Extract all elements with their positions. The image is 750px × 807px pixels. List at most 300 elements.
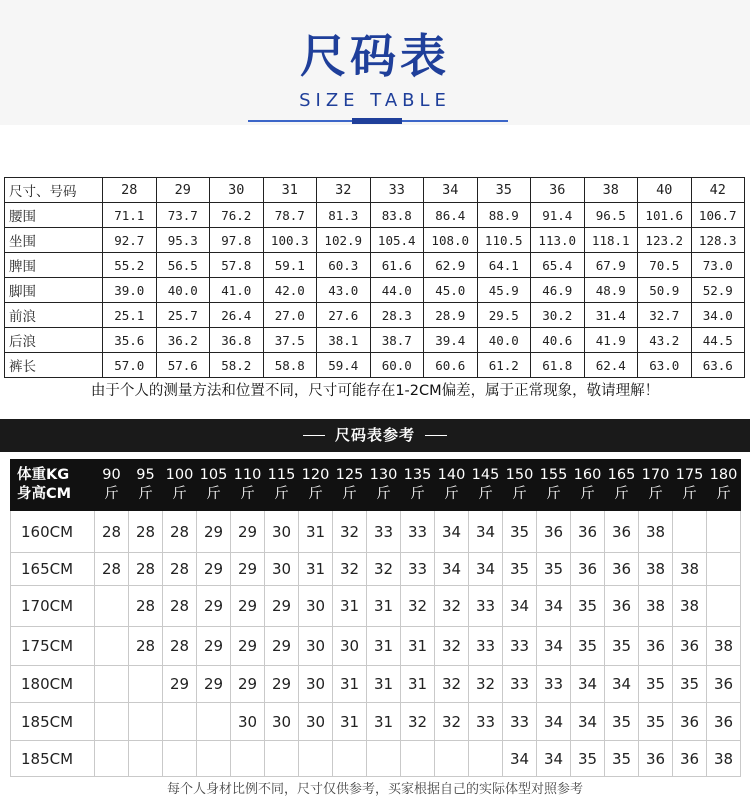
reference-cell: 35 [605, 703, 639, 741]
size-header-row [5, 178, 745, 203]
weight-value: 100 [165, 467, 194, 483]
reference-title: 尺码表参考 [334, 426, 415, 444]
size-row [5, 253, 745, 278]
reference-cell: 29 [197, 511, 231, 553]
size-cell: 63.6 [691, 353, 745, 378]
reference-cell [95, 666, 129, 703]
reference-cell: 35 [673, 666, 707, 703]
weight-unit: 斤 [376, 486, 391, 502]
reference-cell: 33 [503, 627, 537, 666]
size-row [5, 278, 745, 303]
weight-header-cell [639, 460, 673, 511]
size-row-label: 脚围 [5, 278, 103, 303]
reference-cell: 31 [333, 586, 367, 627]
size-cell: 57.0 [103, 353, 157, 378]
weight-unit: 斤 [444, 486, 459, 502]
reference-cell: 35 [571, 627, 605, 666]
reference-cell: 29 [231, 553, 265, 586]
size-header-cell: 34 [424, 178, 478, 203]
weight-unit: 斤 [546, 486, 561, 502]
reference-cell: 38 [639, 553, 673, 586]
size-cell: 83.8 [370, 203, 424, 228]
size-cell: 44.5 [691, 328, 745, 353]
reference-cell [95, 741, 129, 777]
weight-header-cell [673, 460, 707, 511]
reference-cell: 36 [605, 553, 639, 586]
weight-value: 135 [403, 467, 432, 483]
size-cell: 28.3 [370, 303, 424, 328]
size-cell: 40.0 [156, 278, 210, 303]
weight-unit: 斤 [410, 486, 425, 502]
height-label: 185CM [11, 703, 95, 741]
weight-value: 115 [267, 467, 296, 483]
reference-cell: 30 [299, 703, 333, 741]
size-header-cell: 33 [370, 178, 424, 203]
reference-cell [163, 741, 197, 777]
reference-cell [95, 703, 129, 741]
reference-cell: 33 [469, 586, 503, 627]
reference-corner-label [11, 460, 95, 511]
reference-row [11, 627, 741, 666]
reference-cell: 33 [503, 666, 537, 703]
reference-cell: 31 [367, 703, 401, 741]
reference-cell [95, 586, 129, 627]
reference-cell [231, 741, 265, 777]
size-header-cell: 31 [263, 178, 317, 203]
size-cell: 42.0 [263, 278, 317, 303]
reference-cell: 38 [707, 741, 741, 777]
measurement-note: 由于个人的测量方法和位置不同，尺寸可能存在1-2CM偏差，属于正常现象，敬请理解！ [90, 383, 660, 399]
reference-cell [197, 741, 231, 777]
size-row-label: 裤长 [5, 353, 103, 378]
weight-value: 165 [607, 467, 636, 483]
size-cell: 73.7 [156, 203, 210, 228]
size-cell: 39.4 [424, 328, 478, 353]
reference-cell: 29 [197, 627, 231, 666]
reference-cell: 33 [367, 511, 401, 553]
size-cell: 64.1 [477, 253, 531, 278]
reference-cell: 31 [299, 553, 333, 586]
reference-cell: 36 [605, 511, 639, 553]
reference-cell: 32 [435, 703, 469, 741]
reference-cell: 34 [469, 553, 503, 586]
size-cell: 50.9 [638, 278, 692, 303]
reference-cell: 34 [571, 666, 605, 703]
size-cell: 73.0 [691, 253, 745, 278]
size-row [5, 353, 745, 378]
size-cell: 44.0 [370, 278, 424, 303]
weight-header-cell [299, 460, 333, 511]
weight-unit: 斤 [682, 486, 697, 502]
weight-header-cell [367, 460, 401, 511]
reference-cell: 29 [197, 586, 231, 627]
reference-cell: 33 [537, 666, 571, 703]
reference-cell: 29 [265, 586, 299, 627]
size-header-cell: 29 [156, 178, 210, 203]
size-header-label: 尺寸、号码 [5, 178, 103, 203]
size-cell: 35.6 [103, 328, 157, 353]
weight-header-cell [537, 460, 571, 511]
reference-cell: 34 [537, 741, 571, 777]
size-cell: 52.9 [691, 278, 745, 303]
reference-cell: 30 [231, 703, 265, 741]
weight-unit: 斤 [512, 486, 527, 502]
reference-cell: 34 [435, 553, 469, 586]
reference-cell: 36 [673, 741, 707, 777]
size-cell: 108.0 [424, 228, 478, 253]
size-cell: 110.5 [477, 228, 531, 253]
reference-cell: 31 [299, 511, 333, 553]
reference-cell: 35 [503, 553, 537, 586]
weight-value: 155 [539, 467, 568, 483]
reference-cell: 35 [639, 666, 673, 703]
weight-value: 175 [675, 467, 704, 483]
size-cell: 26.4 [210, 303, 264, 328]
reference-cell [469, 741, 503, 777]
reference-cell: 33 [469, 627, 503, 666]
height-label: 180CM [11, 666, 95, 703]
reference-cell: 29 [231, 586, 265, 627]
reference-row [11, 511, 741, 553]
reference-cell [707, 553, 741, 586]
height-label: 160CM [11, 511, 95, 553]
weight-unit: 斤 [580, 486, 595, 502]
size-cell: 45.9 [477, 278, 531, 303]
height-label: 170CM [11, 586, 95, 627]
size-cell: 86.4 [424, 203, 478, 228]
reference-cell: 31 [333, 703, 367, 741]
size-cell: 78.7 [263, 203, 317, 228]
reference-cell: 33 [503, 703, 537, 741]
size-cell: 43.2 [638, 328, 692, 353]
reference-cell [707, 586, 741, 627]
size-cell: 70.5 [638, 253, 692, 278]
weight-value: 145 [471, 467, 500, 483]
reference-cell: 32 [435, 586, 469, 627]
reference-cell: 34 [537, 703, 571, 741]
size-row-label: 坐围 [5, 228, 103, 253]
reference-row [11, 666, 741, 703]
size-cell: 25.1 [103, 303, 157, 328]
reference-cell: 36 [707, 703, 741, 741]
size-cell: 105.4 [370, 228, 424, 253]
reference-cell: 35 [537, 553, 571, 586]
reference-cell: 31 [333, 666, 367, 703]
reference-cell: 29 [231, 666, 265, 703]
size-header-cell: 28 [103, 178, 157, 203]
size-cell: 36.2 [156, 328, 210, 353]
reference-cell: 36 [639, 627, 673, 666]
size-header-cell: 40 [638, 178, 692, 203]
reference-row [11, 553, 741, 586]
reference-cell: 31 [367, 586, 401, 627]
reference-cell: 35 [503, 511, 537, 553]
size-cell: 65.4 [531, 253, 585, 278]
reference-cell: 30 [299, 627, 333, 666]
weight-header-cell [469, 460, 503, 511]
weight-unit: 斤 [478, 486, 493, 502]
reference-cell: 35 [639, 703, 673, 741]
reference-cell: 28 [163, 553, 197, 586]
weight-header-cell [605, 460, 639, 511]
size-cell: 60.6 [424, 353, 478, 378]
weight-value: 140 [437, 467, 466, 483]
size-cell: 97.8 [210, 228, 264, 253]
reference-cell: 34 [469, 511, 503, 553]
reference-cell: 36 [605, 586, 639, 627]
reference-row [11, 703, 741, 741]
reference-cell [367, 741, 401, 777]
reference-cell: 30 [265, 553, 299, 586]
reference-cell: 32 [333, 553, 367, 586]
reference-cell: 32 [401, 586, 435, 627]
weight-header-cell [333, 460, 367, 511]
reference-cell [401, 741, 435, 777]
reference-cell: 33 [401, 511, 435, 553]
size-cell: 59.1 [263, 253, 317, 278]
weight-value: 180 [709, 467, 738, 483]
reference-cell: 29 [265, 627, 299, 666]
size-cell: 27.6 [317, 303, 371, 328]
reference-cell: 38 [707, 627, 741, 666]
reference-cell: 28 [163, 511, 197, 553]
reference-cell [129, 703, 163, 741]
reference-cell: 35 [571, 741, 605, 777]
size-cell: 31.4 [584, 303, 638, 328]
size-cell: 62.4 [584, 353, 638, 378]
reference-cell: 34 [435, 511, 469, 553]
weight-header-cell [571, 460, 605, 511]
size-cell: 95.3 [156, 228, 210, 253]
size-cell: 60.3 [317, 253, 371, 278]
page-subtitle: SIZE TABLE [299, 90, 451, 111]
reference-cell: 28 [163, 627, 197, 666]
reference-cell: 36 [673, 627, 707, 666]
reference-cell: 28 [129, 511, 163, 553]
size-cell: 128.3 [691, 228, 745, 253]
size-cell: 41.9 [584, 328, 638, 353]
reference-cell: 38 [639, 511, 673, 553]
size-row [5, 303, 745, 328]
reference-cell: 35 [571, 586, 605, 627]
weight-value: 90 [102, 467, 121, 483]
footer-note: 每个人身材比例不同，尺寸仅供参考，买家根据自己的实际体型对照参考 [166, 782, 583, 797]
size-cell: 106.7 [691, 203, 745, 228]
size-cell: 45.0 [424, 278, 478, 303]
reference-cell: 32 [435, 666, 469, 703]
size-cell: 32.7 [638, 303, 692, 328]
reference-cell: 36 [571, 511, 605, 553]
weight-unit: 斤 [104, 486, 119, 502]
size-cell: 29.5 [477, 303, 531, 328]
reference-cell: 28 [129, 586, 163, 627]
size-cell: 81.3 [317, 203, 371, 228]
title-dash-right [425, 435, 447, 436]
size-measurement-table [4, 177, 745, 378]
weight-value: 150 [505, 467, 534, 483]
size-cell: 39.0 [103, 278, 157, 303]
reference-cell [707, 511, 741, 553]
reference-cell: 31 [401, 627, 435, 666]
height-label: 165CM [11, 553, 95, 586]
size-cell: 48.9 [584, 278, 638, 303]
reference-cell: 29 [197, 666, 231, 703]
reference-row [11, 586, 741, 627]
weight-header-cell [265, 460, 299, 511]
reference-cell [129, 741, 163, 777]
size-cell: 59.4 [317, 353, 371, 378]
weight-value: 130 [369, 467, 398, 483]
weight-unit: 斤 [240, 486, 255, 502]
weight-unit: 斤 [614, 486, 629, 502]
size-row-label: 后浪 [5, 328, 103, 353]
size-cell: 25.7 [156, 303, 210, 328]
size-header-cell: 35 [477, 178, 531, 203]
weight-header-cell [95, 460, 129, 511]
size-cell: 55.2 [103, 253, 157, 278]
weight-value: 110 [233, 467, 262, 483]
reference-cell: 33 [401, 553, 435, 586]
reference-cell: 32 [401, 703, 435, 741]
reference-cell: 29 [231, 511, 265, 553]
size-cell: 102.9 [317, 228, 371, 253]
weight-value: 105 [199, 467, 228, 483]
weight-unit: 斤 [172, 486, 187, 502]
weight-header-cell [401, 460, 435, 511]
weight-unit: 斤 [716, 486, 731, 502]
reference-cell [299, 741, 333, 777]
reference-cell: 31 [401, 666, 435, 703]
size-reference-table [10, 459, 741, 777]
reference-cell: 36 [571, 553, 605, 586]
size-cell: 56.5 [156, 253, 210, 278]
reference-cell: 28 [95, 511, 129, 553]
size-cell: 123.2 [638, 228, 692, 253]
height-axis-label: 身高CM [17, 486, 72, 502]
reference-cell: 34 [537, 627, 571, 666]
size-header-cell: 42 [691, 178, 745, 203]
weight-value: 95 [136, 467, 155, 483]
reference-cell: 28 [129, 627, 163, 666]
weight-header-cell [707, 460, 741, 511]
size-header-cell: 30 [210, 178, 264, 203]
reference-cell [197, 703, 231, 741]
weight-header-cell [129, 460, 163, 511]
weight-value: 160 [573, 467, 602, 483]
size-cell: 46.9 [531, 278, 585, 303]
reference-cell: 30 [333, 627, 367, 666]
size-cell: 88.9 [477, 203, 531, 228]
reference-cell: 29 [231, 627, 265, 666]
title-dash-left [303, 435, 325, 436]
reference-cell: 34 [503, 586, 537, 627]
size-cell: 40.6 [531, 328, 585, 353]
reference-cell: 34 [537, 586, 571, 627]
size-cell: 37.5 [263, 328, 317, 353]
reference-cell: 36 [673, 703, 707, 741]
size-cell: 60.0 [370, 353, 424, 378]
size-cell: 38.7 [370, 328, 424, 353]
reference-cell: 38 [639, 586, 673, 627]
reference-cell: 30 [299, 586, 333, 627]
reference-cell: 29 [197, 553, 231, 586]
size-cell: 67.9 [584, 253, 638, 278]
size-row-label: 腰围 [5, 203, 103, 228]
reference-cell: 31 [367, 666, 401, 703]
reference-row [11, 741, 741, 777]
weight-header-cell [197, 460, 231, 511]
reference-cell: 32 [435, 627, 469, 666]
size-cell: 101.6 [638, 203, 692, 228]
reference-cell: 32 [333, 511, 367, 553]
size-cell: 92.7 [103, 228, 157, 253]
size-row [5, 328, 745, 353]
size-cell: 38.1 [317, 328, 371, 353]
reference-cell [95, 627, 129, 666]
size-cell: 76.2 [210, 203, 264, 228]
size-cell: 63.0 [638, 353, 692, 378]
reference-cell: 29 [163, 666, 197, 703]
size-cell: 57.8 [210, 253, 264, 278]
title-underline-accent [352, 118, 402, 124]
size-cell: 62.9 [424, 253, 478, 278]
weight-value: 170 [641, 467, 670, 483]
size-header-cell: 32 [317, 178, 371, 203]
size-cell: 43.0 [317, 278, 371, 303]
size-cell: 41.0 [210, 278, 264, 303]
reference-cell: 34 [503, 741, 537, 777]
size-cell: 34.0 [691, 303, 745, 328]
weight-header-cell [435, 460, 469, 511]
weight-value: 120 [301, 467, 330, 483]
weight-value: 125 [335, 467, 364, 483]
reference-title-bar [0, 419, 750, 452]
weight-unit: 斤 [206, 486, 221, 502]
height-label: 175CM [11, 627, 95, 666]
reference-cell: 29 [265, 666, 299, 703]
size-cell: 113.0 [531, 228, 585, 253]
size-row [5, 203, 745, 228]
size-cell: 61.2 [477, 353, 531, 378]
reference-cell: 28 [129, 553, 163, 586]
reference-cell [163, 703, 197, 741]
weight-axis-label: 体重KG [17, 467, 70, 483]
size-cell: 27.0 [263, 303, 317, 328]
size-row-label: 脾围 [5, 253, 103, 278]
size-cell: 61.6 [370, 253, 424, 278]
size-cell: 118.1 [584, 228, 638, 253]
size-row [5, 228, 745, 253]
size-cell: 40.0 [477, 328, 531, 353]
weight-header-cell [231, 460, 265, 511]
reference-cell: 32 [469, 666, 503, 703]
size-cell: 100.3 [263, 228, 317, 253]
reference-cell [435, 741, 469, 777]
reference-cell [129, 666, 163, 703]
size-header-cell: 38 [584, 178, 638, 203]
height-label: 185CM [11, 741, 95, 777]
weight-header-cell [503, 460, 537, 511]
weight-unit: 斤 [274, 486, 289, 502]
reference-cell: 34 [605, 666, 639, 703]
reference-cell: 35 [605, 741, 639, 777]
reference-cell: 38 [673, 553, 707, 586]
reference-cell: 36 [537, 511, 571, 553]
size-row-label: 前浪 [5, 303, 103, 328]
size-cell: 71.1 [103, 203, 157, 228]
reference-cell [265, 741, 299, 777]
reference-cell: 31 [367, 627, 401, 666]
